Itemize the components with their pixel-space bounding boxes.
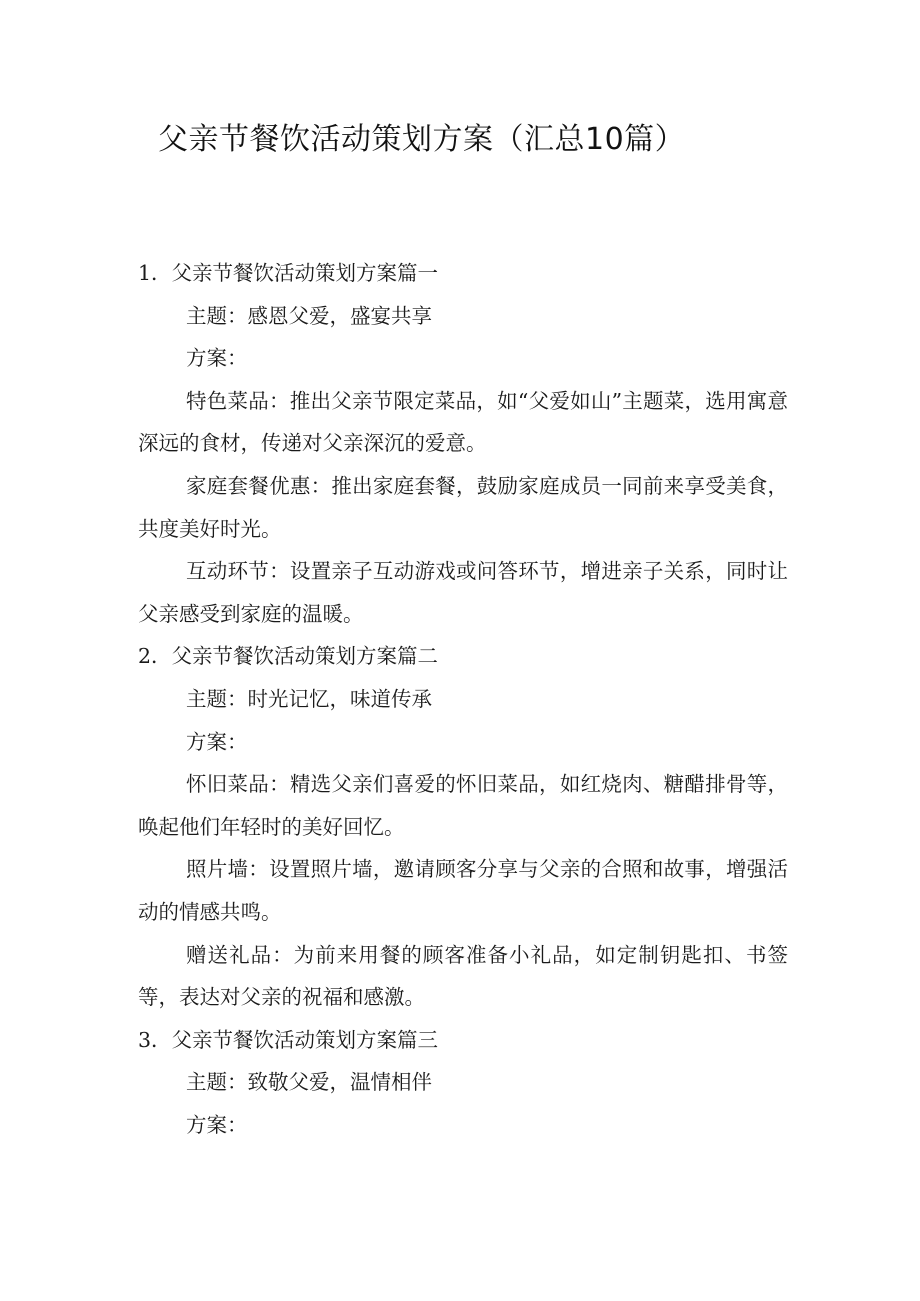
section-heading-1: 1．父亲节餐饮活动策划方案篇一 bbox=[138, 261, 439, 285]
paragraph-nostalgic-dishes: 怀旧菜品：精选父亲们喜爱的怀旧菜品，如红烧肉、糖醋排骨等，唤起他们年轻时的美好回忆。 bbox=[138, 772, 788, 839]
section-heading-2: 2．父亲节餐饮活动策划方案篇二 bbox=[138, 644, 439, 669]
document-body bbox=[138, 252, 788, 1146]
plan-label-2: 方案： bbox=[186, 729, 248, 754]
paragraph-photo-wall: 照片墙：设置照片墙，邀请顾客分享与父亲的合照和故事，增强活动的情感共鸣。 bbox=[138, 857, 788, 924]
paragraph-gifts: 赠送礼品：为前来用餐的顾客准备小礼品，如定制钥匙扣、书签等，表达对父亲的祝福和感激。 bbox=[138, 942, 788, 1010]
theme-line-1: 主题：感恩父爱，盛宴共享 bbox=[186, 303, 432, 328]
section-heading-3: 3．父亲节餐饮活动策划方案篇三 bbox=[138, 1027, 439, 1052]
theme-line-2: 主题：时光记忆，味道传承 bbox=[186, 686, 432, 711]
plan-label-3: 方案： bbox=[186, 1112, 248, 1137]
document-title: 父亲节餐饮活动策划方案（汇总10篇） bbox=[158, 122, 686, 157]
plan-label-1: 方案： bbox=[186, 346, 248, 371]
theme-line-3: 主题：致敬父爱，温情相伴 bbox=[186, 1070, 432, 1095]
paragraph-interaction: 互动环节：设置亲子互动游戏或问答环节，增进亲子关系，同时让父亲感受到家庭的温暖。 bbox=[138, 559, 788, 626]
paragraph-special-dishes: 特色菜品：推出父亲节限定菜品，如“父爱如山”主题菜，选用寓意深远的食材，传递对父亲深沉的爱意。 bbox=[138, 388, 788, 456]
paragraph-family-package: 家庭套餐优惠：推出家庭套餐，鼓励家庭成员一同前来享受美食，共度美好时光。 bbox=[138, 473, 788, 541]
